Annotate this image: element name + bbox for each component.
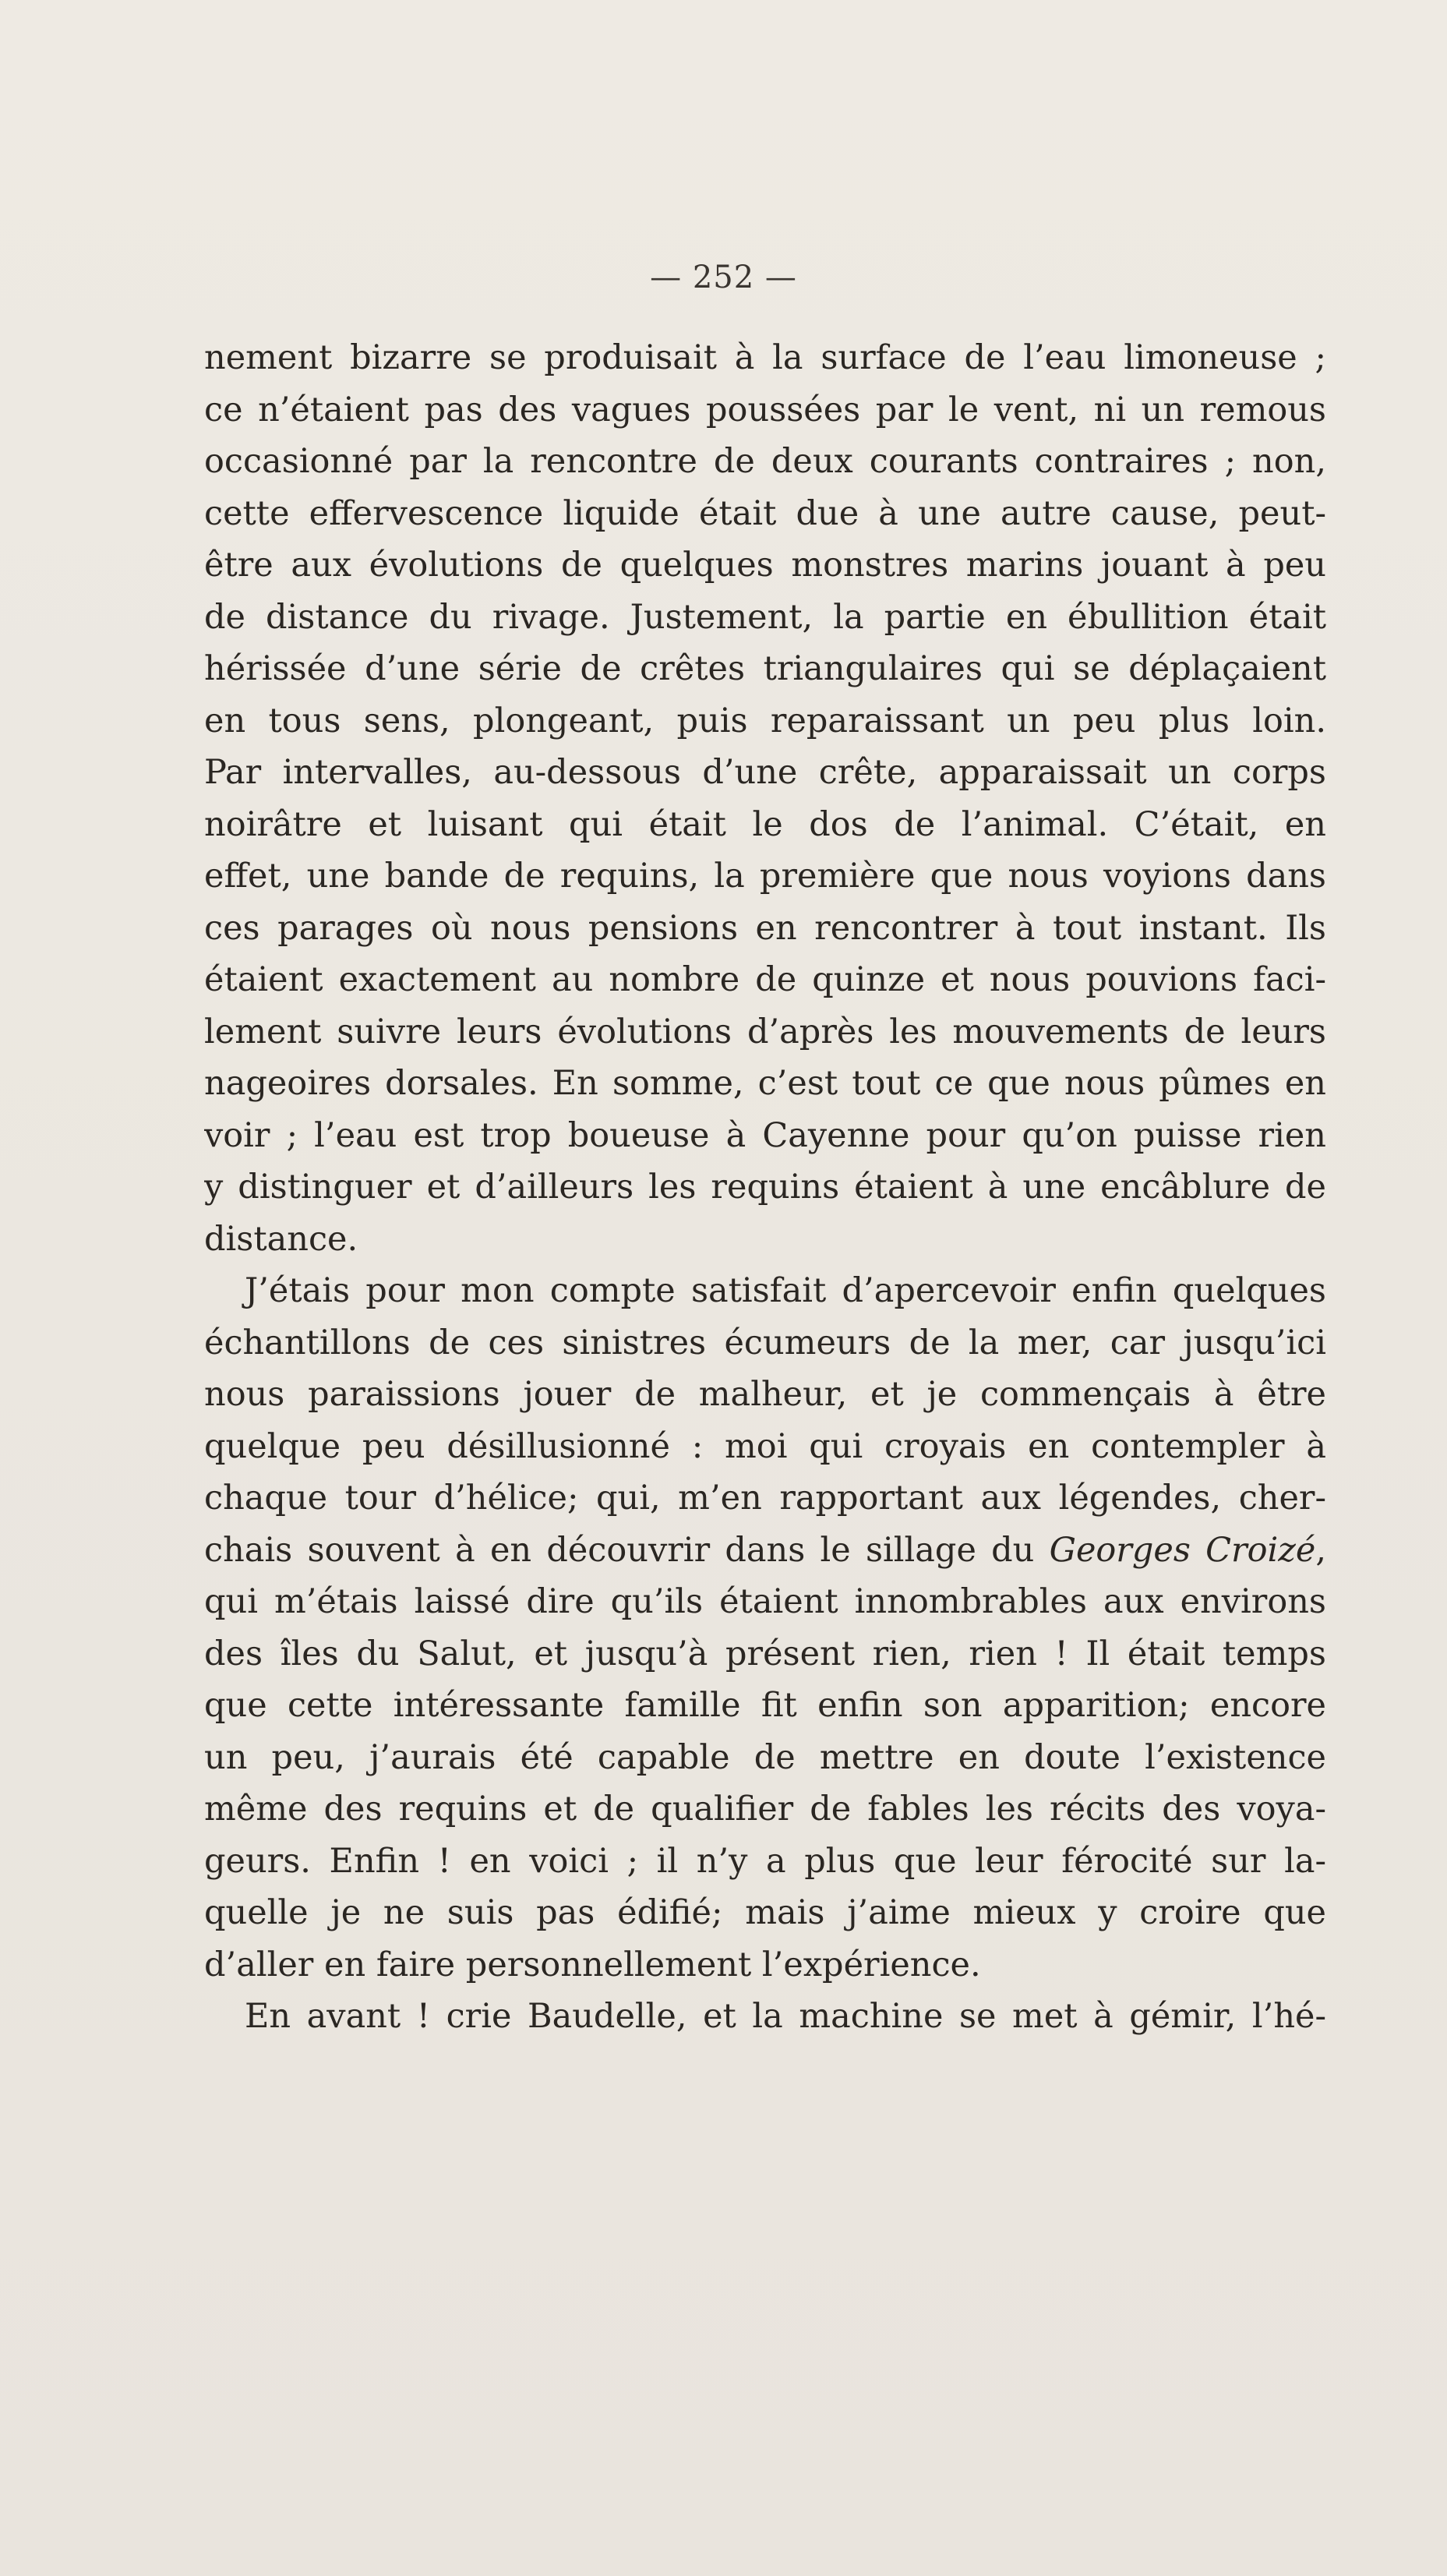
text-line: même des requins et de qualifier de fables les récits des voya- [204,1790,1326,1829]
text-line: des îles du Salut, et jusqu’à présent rien, rien ! Il était temps [204,1634,1326,1673]
text-line: J’étais pour mon compte satisfait d’apercevoir enfin quelques [245,1271,1326,1310]
text-line: nageoires dorsales. En somme, c’est tout ce que nous pûmes en [204,1064,1326,1103]
text-segment: chais souvent à en découvrir dans le sillage du [204,1530,1035,1570]
text-line: hérissée d’une série de crêtes triangulaires qui se déplaçaient [204,649,1326,688]
text-line: échantillons de ces sinistres écumeurs de la mer, car jusqu’ici [204,1323,1326,1362]
text-line: effet, une bande de requins, la première que nous voyions dans [204,857,1326,896]
text-line: En avant ! crie Baudelle, et la machine se met à gémir, l’hé- [245,1997,1326,2036]
text-line: y distinguer et d’ailleurs les requins étaient à une encâblure de [204,1168,1326,1207]
text-line: occasionné par la rencontre de deux courants contraires ; non, [204,442,1326,481]
text-line: en tous sens, plongeant, puis reparaissant un peu plus loin. [204,701,1326,740]
text-line: distance. [204,1219,358,1259]
text-line: lement suivre leurs évolutions d’après les mouvements de leurs [204,1012,1326,1051]
text-line: chaque tour d’hélice; qui, m’en rapportant aux légendes, cher- [204,1479,1326,1518]
text-line: geurs. Enfin ! en voici ; il n’y a plus que leur férocité sur la- [204,1841,1326,1881]
text-line: que cette intéressante famille fit enfin son apparition; encore [204,1686,1326,1725]
text-line: noirâtre et luisant qui était le dos de l’animal. C’était, en [204,804,1326,844]
text-line: quelle je ne suis pas édifié; mais j’aime mieux y croire que [204,1893,1326,1932]
page-number: — 252 — [650,260,797,295]
text-line: de distance du rivage. Justement, la partie en ébullition était [204,597,1326,637]
body-text [204,332,1326,2043]
punctuation: , [1315,1530,1326,1570]
text-line: ces parages où nous pensions en rencontrer à tout instant. Ils [204,908,1326,948]
text-line: ce n’étaient pas des vagues poussées par le vent, ni un remous [204,390,1326,429]
text-line: étaient exactement au nombre de quinze et nous pouvions faci- [204,960,1326,999]
text-line: Par intervalles, au-dessous d’une crête, apparaissait un corps [204,753,1326,792]
text-line: un peu, j’aurais été capable de mettre en doute l’existence [204,1737,1326,1777]
text-line: qui m’étais laissé dire qu’ils étaient innombrables aux environs [204,1582,1326,1621]
text-line: être aux évolutions de quelques monstres marins jouant à peu [204,546,1326,585]
text-line-with-ship [204,1525,1326,1577]
text-line: d’aller en faire personnellement l’expérience. [204,1945,981,1984]
text-line: voir ; l’eau est trop boueuse à Cayenne pour qu’on puisse rien [204,1115,1326,1155]
text-line: cette effervescence liquide était due à une autre cause, peut- [204,493,1326,533]
text-line: nement bizarre se produisait à la surface de l’eau limoneuse ; [204,338,1326,377]
text-line: quelque peu désillusionné : moi qui croyais en contempler à [204,1426,1326,1466]
text-line: nous paraissions jouer de malheur, et je commençais à être [204,1375,1326,1414]
ship-name: Georges Croizé [1049,1530,1316,1570]
